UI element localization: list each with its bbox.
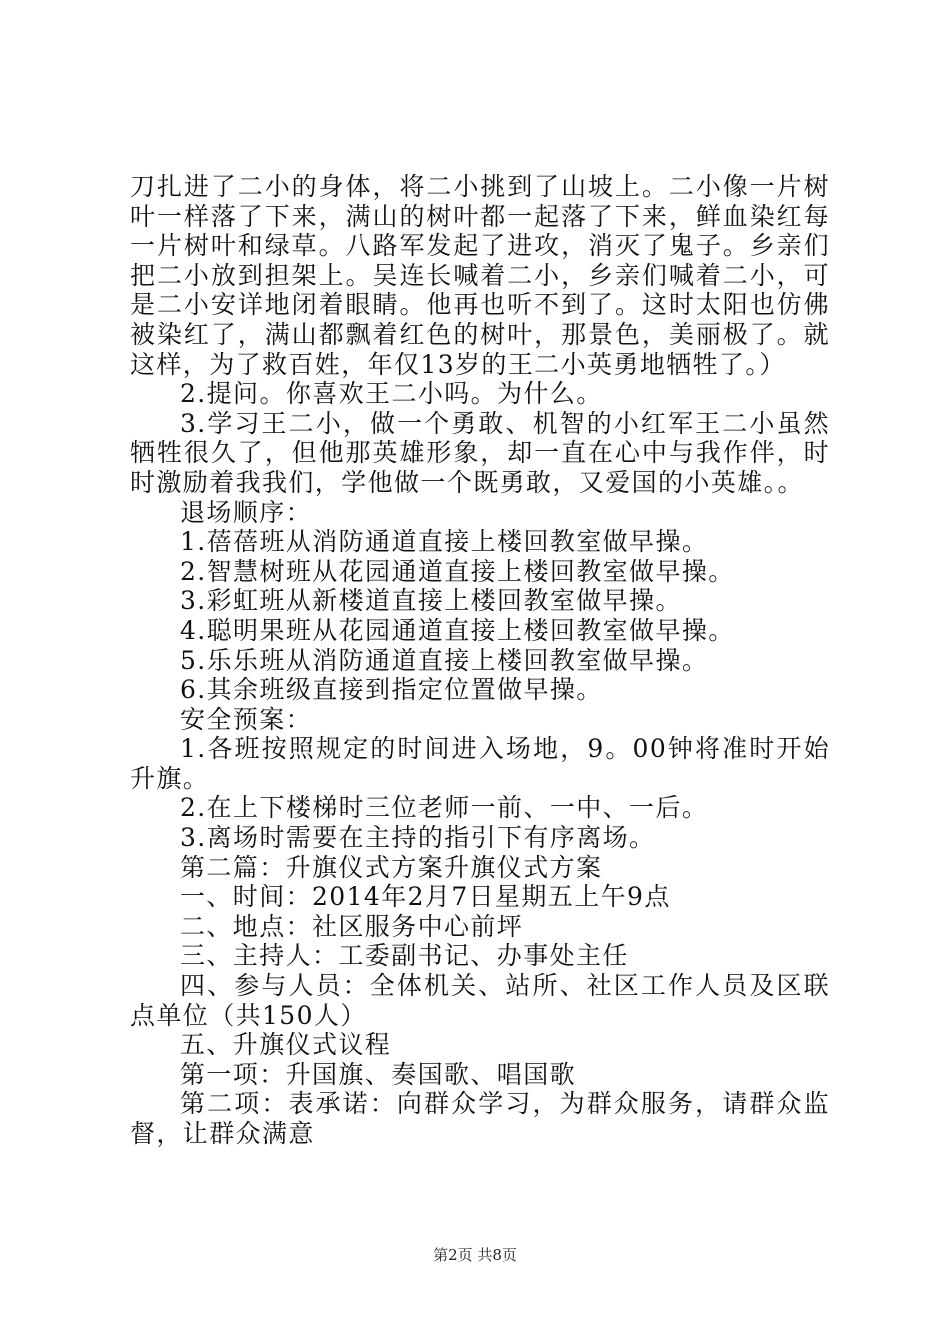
chapter-title: 第二篇：升旗仪式方案升旗仪式方案 [180, 852, 603, 882]
list-item: 1.各班按照规定的时间进入场地，9。00钟将准时开始升旗。 [130, 734, 830, 793]
list-item: 1.蓓蓓班从消防通道直接上楼回教室做早操。 [180, 527, 709, 557]
document-body [130, 172, 830, 1149]
page-footer: 第2页 共8页 [433, 1246, 517, 1264]
list-item: 二、地点：社区服务中心前坪 [180, 911, 524, 941]
paragraph: 2.提问。你喜欢王二小吗。为什么。 [180, 379, 603, 409]
list-item: 四、参与人员：全体机关、站所、社区工作人员及区联点单位（共150人） [130, 971, 830, 1030]
list-item: 3.离场时需要在主持的指引下有序离场。 [180, 823, 656, 853]
paragraph: 3.学习王二小，做一个勇敢、机智的小红军王二小虽然牺牲很久了，但他那英雄形象，却一直在心中与我作伴，时时激励着我我们，学他做一个既勇敢，又爱国的小英雄。。 [130, 408, 830, 497]
list-item: 第二项：表承诺：向群众学习，为群众服务，请群众监督，让群众满意 [130, 1089, 830, 1148]
list-item: 三、主持人：工委副书记、办事处主任 [180, 941, 629, 971]
paragraph: 刀扎进了二小的身体，将二小挑到了山坡上。二小像一片树叶一样落了下来，满山的树叶都一起落了下来，鲜血染红每一片树叶和绿草。八路军发起了进攻，消灭了鬼子。乡亲们把二小放到担架上。吴连长喊着二小，乡亲们喊着二小，可是二小安详地闭着眼睛。他再也听不到了。这时太阳也仿佛被染红了，满山都飘着红色的树叶，那景色，美丽极了。就这样，为了救百姓，年仅13岁的王二小英勇地牺牲了。） [130, 172, 830, 379]
list-item: 5.乐乐班从消防通道直接上楼回教室做早操。 [180, 645, 709, 675]
list-item: 2.智慧树班从花园通道直接上楼回教室做早操。 [180, 556, 735, 586]
list-item: 6.其余班级直接到指定位置做早操。 [180, 675, 603, 705]
list-item: 第一项：升国旗、奏国歌、唱国歌 [180, 1059, 577, 1089]
list-item: 3.彩虹班从新楼道直接上楼回教室做早操。 [180, 586, 682, 616]
list-item: 一、时间：2014年2月7日星期五上午9点 [180, 882, 671, 912]
list-item: 4.聪明果班从花园通道直接上楼回教室做早操。 [180, 615, 735, 645]
list-item: 2.在上下楼梯时三位老师一前、一中、一后。 [180, 793, 709, 823]
section-heading: 退场顺序： [180, 497, 313, 527]
list-item: 五、升旗仪式议程 [180, 1030, 392, 1060]
section-heading: 安全预案： [180, 704, 313, 734]
